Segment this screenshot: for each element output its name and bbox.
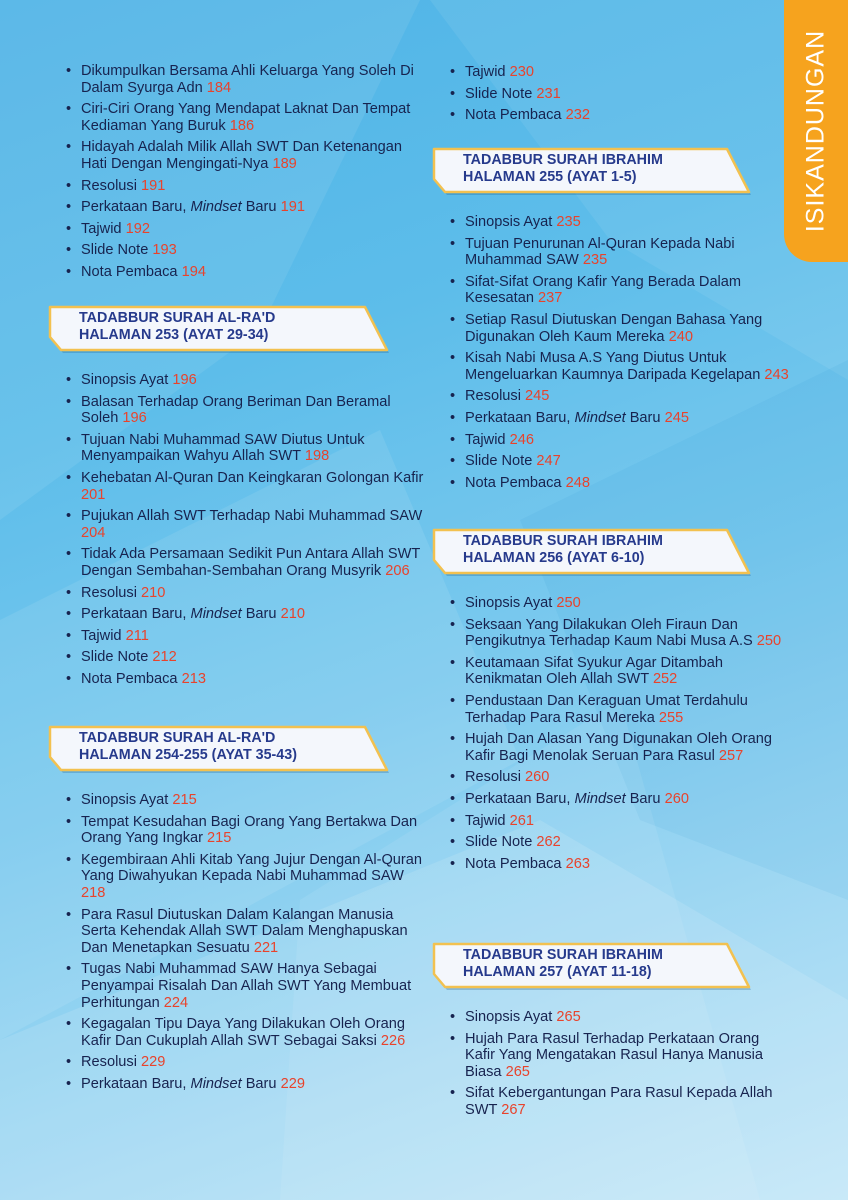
page-number: 196 bbox=[122, 410, 147, 427]
section-banner bbox=[431, 143, 789, 195]
page-number: 229 bbox=[280, 1075, 305, 1092]
toc-item-label: Resolusi bbox=[465, 769, 521, 786]
toc-item-label: Tidak Ada Persamaan Sedikit Pun Antara Allah SWT Dengan Sembahan-Sembahan Orang Musyrik bbox=[81, 546, 421, 579]
page-number: 212 bbox=[152, 649, 177, 666]
toc-item-label: Slide Note bbox=[81, 242, 149, 259]
toc-item-label-italic: Mindset bbox=[190, 1075, 242, 1092]
toc-item-label: Resolusi bbox=[81, 584, 137, 601]
section-title bbox=[463, 533, 663, 567]
page-number: 265 bbox=[556, 1009, 581, 1025]
toc-item bbox=[448, 107, 788, 124]
page-number: 250 bbox=[756, 633, 782, 650]
toc-item-label: Resolusi bbox=[465, 388, 526, 405]
page-number: 213 bbox=[181, 670, 206, 687]
section-banner bbox=[431, 938, 789, 990]
section-item-list bbox=[64, 372, 427, 688]
toc-item bbox=[64, 372, 427, 389]
page-number: 210 bbox=[141, 584, 166, 601]
toc-item-label-italic: Mindset bbox=[190, 606, 242, 623]
toc-item-label: Perkataan Baru, bbox=[465, 790, 575, 807]
toc-item bbox=[448, 86, 788, 103]
section-title-line2: HALAMAN 257 (AYAT 11-18) bbox=[463, 964, 652, 980]
page-number: 198 bbox=[304, 448, 330, 465]
page-number: 226 bbox=[380, 1032, 406, 1049]
toc-item bbox=[448, 1085, 789, 1118]
toc-item-label: Tugas Nabi Muhammad SAW Hanya Sebagai Penyampai Risalah Dan Allah SWT Yang Membuat Perhitungan bbox=[81, 961, 412, 1011]
toc-item-label: Tujuan Penurunan Al-Quran Kepada Nabi Muhammad SAW bbox=[465, 235, 735, 269]
toc-item bbox=[64, 1076, 427, 1093]
toc-item bbox=[448, 312, 789, 345]
toc-item bbox=[448, 388, 789, 405]
page-number: 192 bbox=[125, 220, 150, 237]
toc-item bbox=[448, 453, 789, 470]
toc-item bbox=[448, 410, 789, 427]
section-title bbox=[463, 947, 663, 981]
toc-item bbox=[448, 350, 789, 383]
toc-item-label-italic: Mindset bbox=[574, 790, 626, 807]
toc-item-label: Pendustaan Dan Keraguan Umat Terdahulu Terhadap Para Rasul Mereka bbox=[465, 692, 748, 726]
toc-item bbox=[64, 1016, 427, 1049]
toc-item-label: Resolusi bbox=[81, 1054, 137, 1071]
toc-item-label: Hujah Dan Alasan Yang Digunakan Oleh Orang Kafir Bagi Menolak Seruan Para Rasul bbox=[465, 731, 772, 764]
toc-item-label: Hujah Para Rasul Terhadap Perkataan Orang Kafir Yang Mengatakan Rasul Hanya Manusia Biasa bbox=[465, 1030, 763, 1080]
page-number: 257 bbox=[718, 747, 744, 764]
toc-item-label: Setiap Rasul Diutuskan Dengan Bahasa Yang Digunakan Oleh Kaum Mereka bbox=[465, 311, 763, 345]
toc-item bbox=[64, 199, 426, 216]
toc-item bbox=[448, 432, 789, 449]
page-number: 246 bbox=[509, 431, 534, 448]
toc-item-label: Seksaan Yang Dilakukan Oleh Firaun Dan Pengikutnya Terhadap Kaum Nabi Musa A.S bbox=[465, 616, 753, 650]
toc-item bbox=[448, 813, 789, 830]
section-banner bbox=[431, 524, 789, 576]
section-title bbox=[79, 730, 297, 764]
toc-item-label: Baru bbox=[241, 1075, 277, 1092]
toc-item-label: Perkataan Baru, bbox=[81, 199, 191, 216]
page-number: 265 bbox=[505, 1063, 530, 1080]
page-number: 237 bbox=[538, 290, 563, 307]
page-number: 240 bbox=[668, 328, 693, 345]
toc-item bbox=[64, 628, 427, 645]
toc-item bbox=[448, 731, 789, 764]
toc-item bbox=[64, 101, 426, 134]
page-number: 245 bbox=[664, 409, 689, 426]
toc-item-label: Nota Pembaca bbox=[465, 855, 562, 872]
page-number: 221 bbox=[253, 939, 279, 956]
toc-item-label: Tajwid bbox=[465, 431, 506, 448]
toc-item bbox=[448, 693, 789, 726]
toc-item-label: Kegagalan Tipu Daya Yang Dilakukan Oleh Orang Kafir Dan Cukuplah Allah SWT Sebagai Saksi bbox=[81, 1016, 405, 1049]
page-number: 231 bbox=[536, 85, 561, 102]
toc-item bbox=[64, 221, 426, 238]
section-title-line1: TADABBUR SURAH IBRAHIM bbox=[463, 152, 663, 168]
toc-item-label: Sifat Kebergantungan Para Rasul Kepada Allah SWT bbox=[465, 1085, 773, 1118]
page-number: 224 bbox=[163, 994, 189, 1011]
toc-item bbox=[448, 214, 789, 231]
toc-item-label: Baru bbox=[241, 606, 277, 623]
page-number: 260 bbox=[664, 790, 689, 807]
toc-item-label: Perkataan Baru, bbox=[465, 409, 575, 426]
toc-item bbox=[448, 1009, 789, 1026]
page-number: 196 bbox=[172, 372, 197, 388]
toc-item bbox=[448, 834, 789, 851]
toc-item-label: Sifat-Sifat Orang Kafir Yang Berada Dalam Kesesatan bbox=[465, 273, 742, 307]
toc-item bbox=[64, 671, 427, 688]
section-banner bbox=[47, 301, 427, 353]
page-number: 261 bbox=[509, 812, 534, 829]
page-number: 260 bbox=[525, 769, 550, 786]
section-item-list bbox=[448, 1009, 789, 1119]
right-intro-list bbox=[448, 64, 788, 129]
section-item-list bbox=[448, 214, 789, 491]
page-number: 186 bbox=[229, 117, 255, 134]
toc-item-label: Nota Pembaca bbox=[465, 474, 562, 491]
side-tab-label: ISIKANDUNGAN bbox=[801, 29, 830, 233]
toc-item bbox=[448, 791, 789, 808]
page-number: 230 bbox=[509, 64, 534, 80]
toc-item-label: Dikumpulkan Bersama Ahli Keluarga Yang Soleh Di Dalam Syurga Adn bbox=[81, 63, 414, 96]
toc-item-label: Sinopsis Ayat bbox=[81, 792, 169, 808]
toc-item bbox=[448, 769, 789, 786]
toc-item bbox=[448, 236, 789, 269]
toc-item-label: Nota Pembaca bbox=[465, 107, 562, 124]
toc-item bbox=[448, 1031, 789, 1081]
page-number: 215 bbox=[207, 830, 232, 847]
toc-item bbox=[64, 63, 426, 96]
section-title-line1: TADABBUR SURAH AL-RA'D bbox=[79, 310, 276, 326]
toc-item bbox=[64, 907, 427, 957]
page-number: 245 bbox=[525, 388, 550, 405]
toc-item bbox=[64, 852, 427, 902]
toc-item-label: Nota Pembaca bbox=[81, 670, 178, 687]
toc-item-label: Para Rasul Diutuskan Dalam Kalangan Manusia Serta Kehendak Allah SWT Dalam Menghapuskan Dan Menetapkan Sesuatu bbox=[81, 906, 408, 956]
page-number: 248 bbox=[565, 474, 590, 491]
page-number: 232 bbox=[565, 107, 590, 124]
toc-item bbox=[64, 242, 426, 259]
toc-item bbox=[64, 508, 427, 541]
side-tab bbox=[784, 0, 848, 262]
toc-item bbox=[64, 585, 427, 602]
page-number: 211 bbox=[125, 627, 149, 644]
toc-item-label: Resolusi bbox=[81, 177, 137, 194]
toc-item bbox=[448, 274, 789, 307]
page-number: 235 bbox=[582, 252, 608, 269]
page-number: 201 bbox=[81, 486, 106, 503]
toc-item-label: Hidayah Adalah Milik Allah SWT Dan Ketenangan Hati Dengan Mengingati-Nya bbox=[81, 139, 402, 172]
toc-item-label: Baru bbox=[625, 790, 661, 807]
page-number: 194 bbox=[181, 263, 206, 280]
toc-item-label: Sinopsis Ayat bbox=[465, 214, 553, 230]
toc-item-label: Perkataan Baru, bbox=[81, 1075, 191, 1092]
toc-item-label: Tempat Kesudahan Bagi Orang Yang Bertakwa Dan Orang Yang Ingkar bbox=[81, 813, 418, 847]
page-number: 255 bbox=[658, 709, 684, 726]
page-number: 263 bbox=[565, 855, 590, 872]
page-number: 191 bbox=[280, 199, 305, 216]
section-title-line2: HALAMAN 256 (AYAT 6-10) bbox=[463, 550, 645, 566]
page-number: 235 bbox=[556, 214, 581, 230]
page-number: 250 bbox=[556, 595, 581, 611]
section-title-line1: TADABBUR SURAH IBRAHIM bbox=[463, 947, 663, 963]
page-number: 247 bbox=[536, 453, 561, 470]
section-title-line2: HALAMAN 253 (AYAT 29-34) bbox=[79, 327, 269, 343]
toc-item bbox=[448, 595, 789, 612]
toc-item-label: Baru bbox=[625, 409, 661, 426]
toc-item bbox=[64, 792, 427, 809]
section-title-line1: TADABBUR SURAH IBRAHIM bbox=[463, 533, 663, 549]
page-number: 215 bbox=[172, 792, 197, 808]
toc-item bbox=[64, 178, 426, 195]
toc-item-label: Tujuan Nabi Muhammad SAW Diutus Untuk Menyampaikan Wahyu Allah SWT bbox=[81, 431, 365, 465]
toc-item bbox=[64, 606, 427, 623]
toc-item bbox=[448, 856, 789, 873]
toc-item-label: Slide Note bbox=[81, 649, 149, 666]
toc-item-label-italic: Mindset bbox=[190, 199, 242, 216]
toc-item-label: Tajwid bbox=[81, 627, 122, 644]
toc-item-label: Kehebatan Al-Quran Dan Keingkaran Golongan Kafir bbox=[81, 469, 424, 486]
toc-item-label: Nota Pembaca bbox=[81, 263, 178, 280]
toc-item bbox=[448, 475, 789, 492]
page-number: 229 bbox=[141, 1054, 166, 1071]
toc-item bbox=[64, 139, 426, 172]
toc-item bbox=[64, 961, 427, 1011]
section-title-line2: HALAMAN 255 (AYAT 1-5) bbox=[463, 169, 637, 185]
page-number: 204 bbox=[81, 524, 106, 541]
toc-item-label: Slide Note bbox=[465, 453, 533, 470]
toc-item-label: Kegembiraan Ahli Kitab Yang Jujur Dengan Al-Quran Yang Diwahyukan Kepada Nabi Muhammad SAW bbox=[81, 851, 423, 885]
toc-item bbox=[448, 617, 789, 650]
toc-item bbox=[448, 655, 789, 688]
toc-item bbox=[64, 546, 427, 579]
section-item-list bbox=[64, 792, 427, 1093]
toc-item bbox=[64, 394, 427, 427]
toc-item-label: Tajwid bbox=[465, 812, 506, 829]
toc-item-label: Perkataan Baru, bbox=[81, 606, 191, 623]
section-banner bbox=[47, 721, 427, 773]
page-number: 191 bbox=[141, 177, 166, 194]
page-number: 210 bbox=[280, 606, 305, 623]
toc-item-label: Pujukan Allah SWT Terhadap Nabi Muhammad SAW bbox=[81, 508, 423, 525]
section-title-line2: HALAMAN 254-255 (AYAT 35-43) bbox=[79, 747, 297, 763]
toc-item-label: Baru bbox=[241, 199, 277, 216]
toc-item-label: Sinopsis Ayat bbox=[81, 372, 169, 388]
toc-item-label-italic: Mindset bbox=[574, 409, 626, 426]
toc-item-label: Balasan Terhadap Orang Beriman Dan Beramal Soleh bbox=[81, 393, 391, 427]
toc-item-label: Sinopsis Ayat bbox=[465, 1009, 553, 1025]
toc-item bbox=[64, 432, 427, 465]
toc-item-label: Kisah Nabi Musa A.S Yang Diutus Untuk Mengeluarkan Kaumnya Daripada Kegelapan bbox=[465, 350, 761, 383]
page-number: 193 bbox=[152, 242, 177, 259]
toc-item bbox=[64, 470, 427, 503]
toc-item-label: Keutamaan Sifat Syukur Agar Ditambah Kenikmatan Oleh Allah SWT bbox=[465, 654, 723, 688]
section-item-list bbox=[448, 595, 789, 872]
toc-item bbox=[64, 264, 426, 281]
page-number: 243 bbox=[764, 366, 789, 383]
page-number: 189 bbox=[272, 155, 297, 172]
toc-item bbox=[64, 814, 427, 847]
left-intro-list bbox=[64, 63, 426, 286]
page-number: 262 bbox=[536, 834, 561, 851]
toc-item-label: Ciri-Ciri Orang Yang Mendapat Laknat Dan Tempat Kediaman Yang Buruk bbox=[81, 101, 411, 134]
section-title bbox=[79, 310, 275, 344]
page-number: 206 bbox=[385, 562, 410, 579]
toc-item bbox=[64, 1054, 427, 1071]
toc-item-label: Tajwid bbox=[465, 64, 506, 80]
toc-item-label: Tajwid bbox=[81, 220, 122, 237]
section-title-line1: TADABBUR SURAH AL-RA'D bbox=[79, 730, 276, 746]
page-number: 184 bbox=[206, 79, 232, 96]
page-number: 218 bbox=[81, 884, 106, 901]
toc-item-label: Slide Note bbox=[465, 85, 533, 102]
page-number: 252 bbox=[652, 671, 678, 688]
toc-item bbox=[64, 649, 427, 666]
toc-item-label: Slide Note bbox=[465, 834, 533, 851]
toc-item-label: Sinopsis Ayat bbox=[465, 595, 553, 611]
page-number: 267 bbox=[501, 1101, 526, 1118]
section-title bbox=[463, 152, 663, 186]
toc-item bbox=[448, 64, 788, 81]
